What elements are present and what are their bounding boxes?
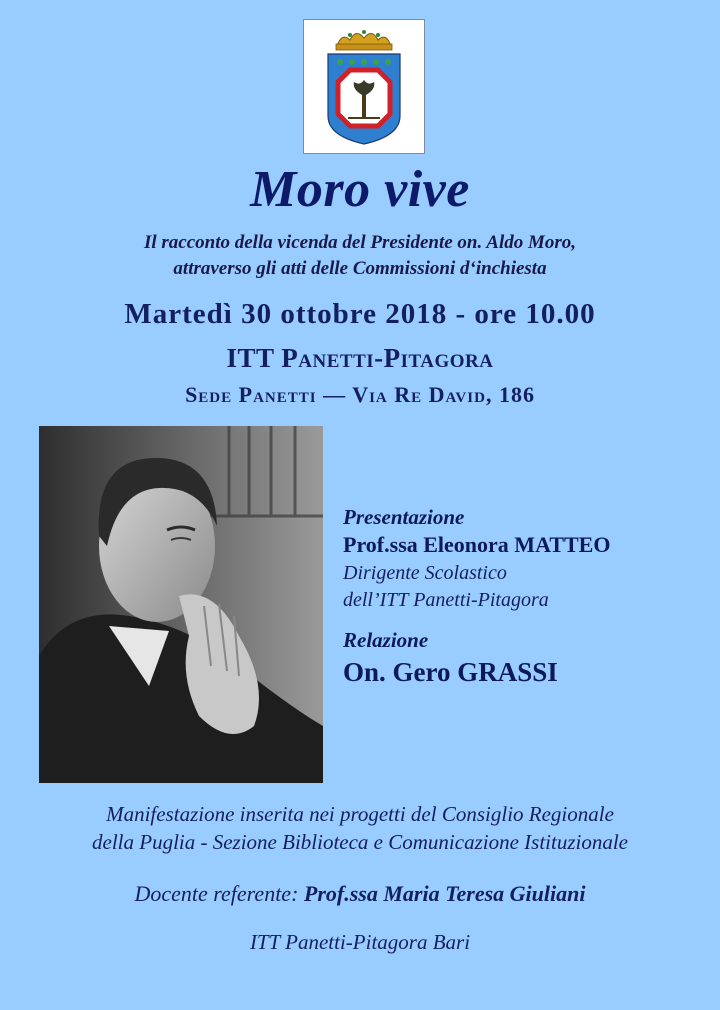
manifestation-line-2: della Puglia - Sezione Biblioteca e Comunicazione Istituzionale [92,830,628,854]
docente-prefix: Docente referente: [134,881,304,906]
subtitle [0,230,720,282]
page-title: Moro vive [250,161,470,218]
manifestation-line-1: Manifestazione inserita nei progetti del Consiglio Regionale [106,802,614,826]
speakers-block [343,505,703,688]
presentation-role [343,560,703,614]
puglia-region-crest-icon [303,19,425,154]
presentation-role-line-2: dell’ITT Panetti-Pitagora [343,589,549,611]
report-label: Relazione [343,628,429,652]
docente-name: Prof.ssa Maria Teresa Giuliani [303,881,586,906]
presentation-label: Presentazione [343,505,465,529]
report-name: On. Gero GRASSI [343,657,558,687]
presentation-role-line-1: Dirigente Scolastico [343,562,507,584]
portrait-graphic [39,426,323,783]
manifestation-note [0,800,720,856]
school-address: Sede Panetti — Via Re David, 186 [185,382,535,407]
crest-graphic [304,20,424,153]
aldo-moro-portrait-photo [39,426,323,783]
event-date: Martedì 30 ottobre 2018 - ore 10.00 [124,298,596,330]
presentation-name: Prof.ssa Eleonora MATTEO [343,532,611,557]
footer-school: ITT Panetti-Pitagora Bari [249,930,471,954]
subtitle-line-1: Il racconto della vicenda del Presidente on. Aldo Moro, [143,232,577,253]
school-name: ITT Panetti-Pitagora [226,343,494,373]
subtitle-line-2: attraverso gli atti delle Commissioni d‘inchiesta [173,258,547,279]
docente-referente [0,881,720,907]
